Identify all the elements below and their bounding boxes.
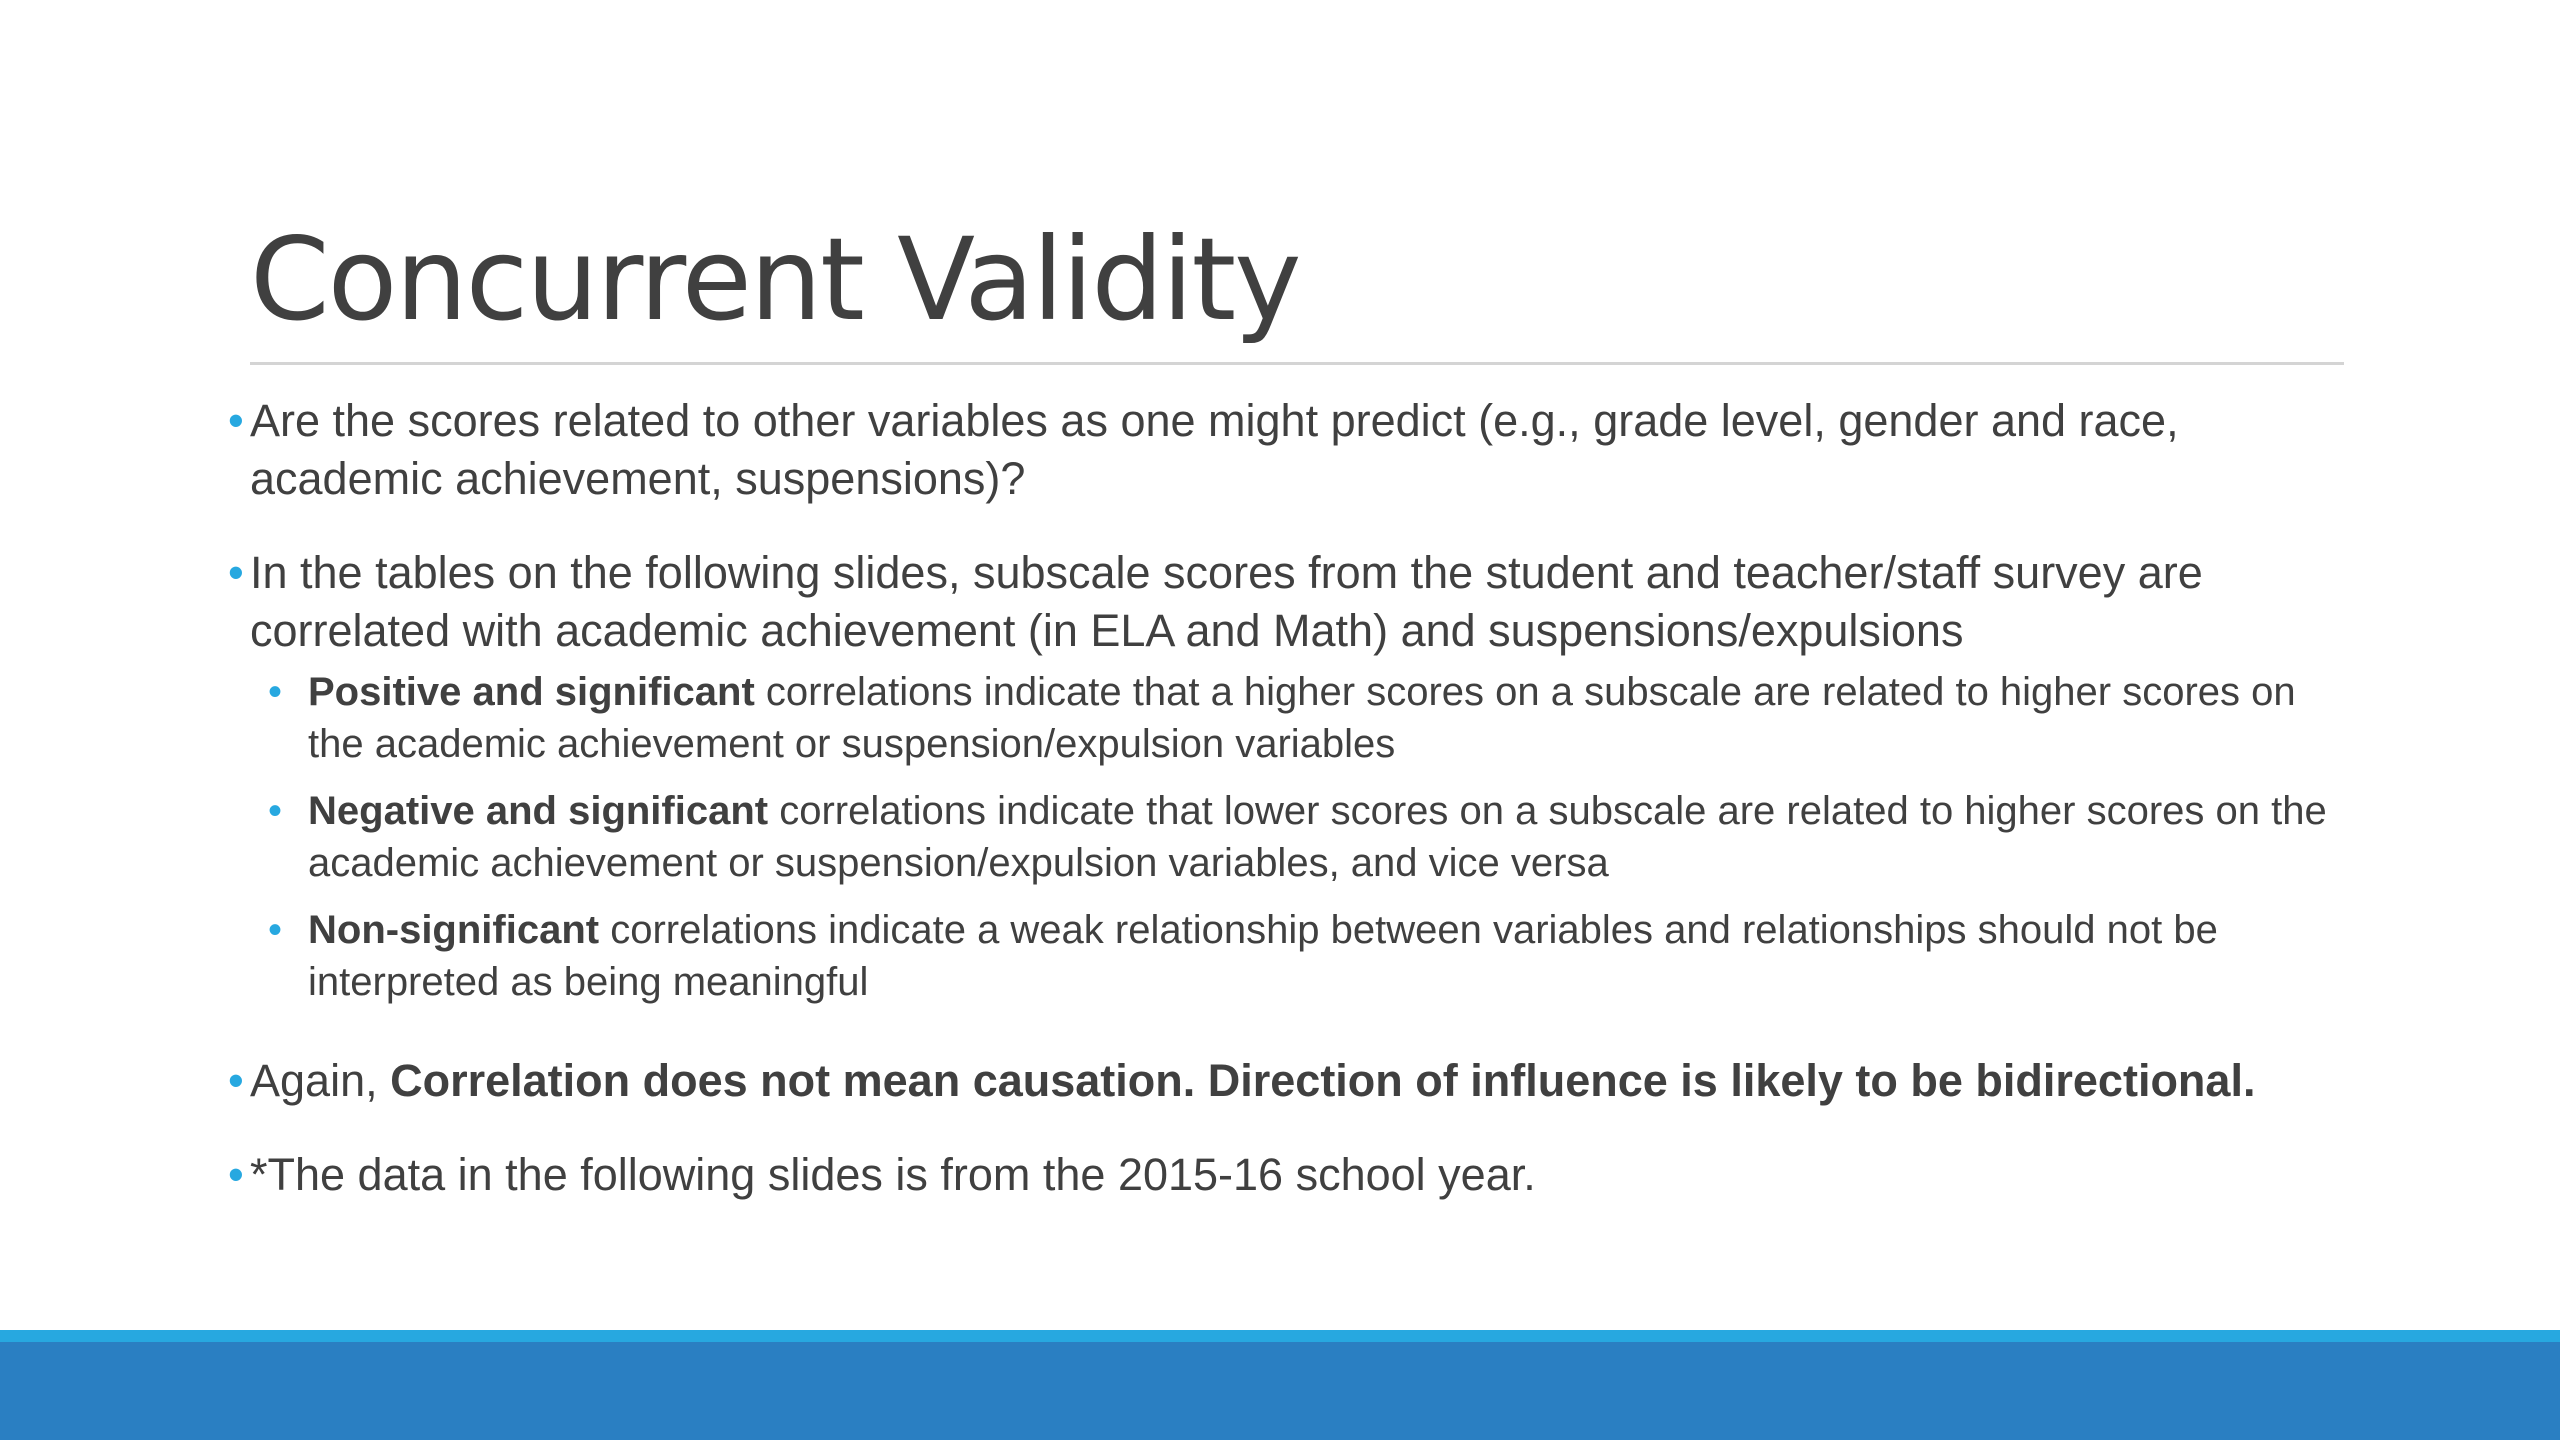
bullet-item <box>228 1052 2358 1110</box>
title-divider <box>250 362 2344 365</box>
sub-bullet-item <box>268 785 2358 889</box>
sub-bullet-list <box>268 666 2358 1008</box>
footer-band <box>0 1342 2560 1440</box>
slide-title: Concurrent Validity <box>250 213 1300 346</box>
footer-accent-line <box>0 1330 2560 1342</box>
sub-bullet-text: correlations indicate a weak relationship between variables and relationships should not be interpreted as being meaningful <box>308 908 2218 1004</box>
bullet-icon: • <box>268 670 283 714</box>
slide-body <box>228 392 2358 1240</box>
bullet-icon: • <box>228 1149 244 1200</box>
bullet-item <box>228 1146 2358 1204</box>
bullet-text: Are the scores related to other variables as one might predict (e.g., grade level, gender and race, academic achievement, suspensions)? <box>250 395 2179 504</box>
bullet-item <box>228 392 2358 508</box>
sub-bullet-item <box>268 904 2358 1008</box>
bullet-icon: • <box>228 1055 244 1106</box>
sub-bullet-item <box>268 666 2358 770</box>
bullet-prefix: Again, <box>250 1055 391 1106</box>
bullet-item <box>228 544 2358 660</box>
bullet-icon: • <box>268 789 283 833</box>
bullet-text: *The data in the following slides is from the 2015-16 school year. <box>250 1149 1536 1200</box>
bullet-emphasis: Correlation does not mean causation. Direction of influence is likely to be bidirectional. <box>390 1055 2256 1106</box>
bullet-text: In the tables on the following slides, subscale scores from the student and teacher/staff survey are correlated with academic achievement (in ELA and Math) and suspensions/expulsions <box>250 547 2203 656</box>
sub-bullet-emphasis: Non-significant <box>308 908 600 952</box>
sub-bullet-text: correlations indicate that lower scores on a subscale are related to higher scores on the academic achievement or suspension/expulsion variables, and vice versa <box>308 789 2327 885</box>
sub-bullet-emphasis: Positive and significant <box>308 670 755 714</box>
sub-bullet-text: correlations indicate that a higher scores on a subscale are related to higher scores on the academic achievement or suspension/expulsion variables <box>308 670 2296 766</box>
bullet-icon: • <box>268 908 283 952</box>
bullet-icon: • <box>228 547 244 598</box>
bullet-icon: • <box>228 395 244 446</box>
sub-bullet-emphasis: Negative and significant <box>308 789 769 833</box>
